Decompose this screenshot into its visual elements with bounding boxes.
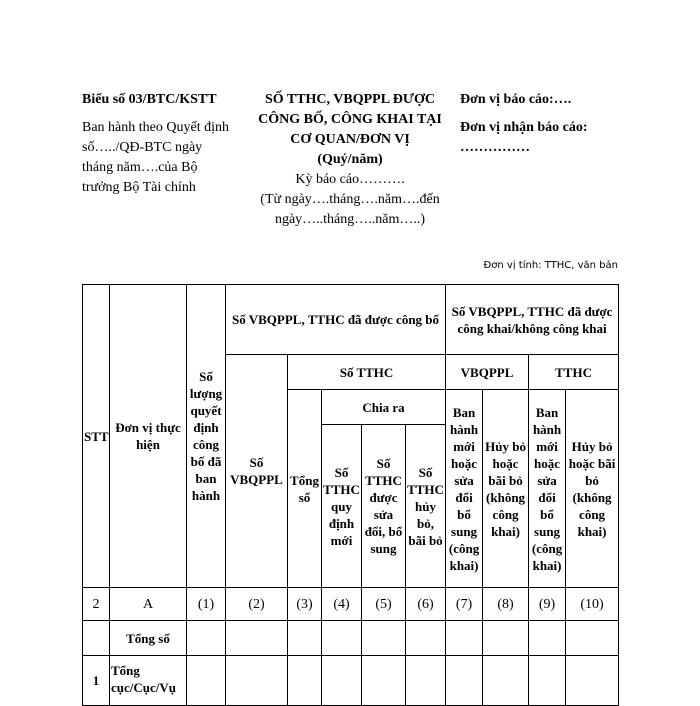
issuance-line: Ban hành theo Quyết định	[82, 120, 229, 135]
index-cell: (5)	[362, 588, 406, 621]
table-cell	[288, 656, 322, 706]
table-row	[83, 656, 619, 706]
table-cell	[83, 621, 110, 656]
header-ban-hanh-moi-tthc: Ban hành mới hoặc sửa đổi bổ sung (công khai)	[529, 390, 566, 588]
table-cell	[446, 621, 483, 656]
form-code: Biểu số 03/BTC/KSTT	[82, 92, 217, 107]
header-cong-bo-group: Số VBQPPL, TTHC đã được công bố	[226, 285, 446, 355]
report-title-line: (Quý/năm)	[317, 152, 383, 167]
row1-stt: 1	[83, 656, 110, 706]
header-tthc-sua-doi: Số TTHC được sửa đổi, bổ sung	[362, 425, 406, 588]
header-so-luong: Số lượng quyết định công bố đã ban hành	[187, 285, 226, 588]
issuance-line: số…../QĐ-BTC ngày	[82, 140, 203, 155]
report-title-line: CÔNG BỐ, CÔNG KHAI TẠI	[258, 112, 442, 127]
report-title-line: CƠ QUAN/ĐƠN VỊ	[290, 132, 410, 147]
header-center	[248, 90, 452, 230]
table-cell	[483, 621, 529, 656]
report-table	[82, 284, 619, 706]
issuance-line: trưởng Bộ Tài chính	[82, 180, 196, 195]
table-cell	[322, 621, 362, 656]
header-don-vi: Đơn vị thực hiện	[110, 285, 187, 588]
report-title-line: SỐ TTHC, VBQPPL ĐƯỢC	[264, 92, 436, 107]
table-cell	[446, 656, 483, 706]
table-cell	[187, 656, 226, 706]
index-cell: (10)	[566, 588, 619, 621]
receive-unit-dots: ……………	[460, 140, 530, 155]
header-right	[460, 90, 630, 158]
header-vbqppl: VBQPPL	[446, 355, 529, 390]
index-cell: (8)	[483, 588, 529, 621]
total-row-label: Tổng số	[110, 621, 187, 656]
report-period: Kỳ báo cáo……….	[295, 172, 405, 187]
receive-unit: Đơn vị nhận báo cáo:	[460, 120, 588, 135]
index-cell: (7)	[446, 588, 483, 621]
table-cell	[406, 621, 446, 656]
header-tthc-huy-bo: Số TTHC hủy bỏ, bãi bỏ	[406, 425, 446, 588]
row1-label: Tổng cục/Cục/Vụ	[110, 656, 187, 706]
total-row	[83, 621, 619, 656]
header-tthc: TTHC	[529, 355, 619, 390]
header-chia-ra: Chia ra	[322, 390, 446, 425]
header-stt: STT	[83, 285, 110, 588]
index-cell: (9)	[529, 588, 566, 621]
table-cell	[226, 656, 288, 706]
index-cell: (2)	[226, 588, 288, 621]
report-unit: Đơn vị báo cáo:….	[460, 92, 572, 107]
table-cell	[529, 621, 566, 656]
index-cell: (1)	[187, 588, 226, 621]
header-tong-so-tthc: Tổng số	[288, 390, 322, 588]
header-huy-bo-vbqppl: Hủy bỏ hoặc bãi bỏ (không công khai)	[483, 390, 529, 588]
report-date-line: ngày…..tháng…..năm…..)	[274, 212, 426, 227]
header-tthc-moi: Số TTHC quy định mới	[322, 425, 362, 588]
unit-note: Đơn vị tính: TTHC, văn bản	[483, 260, 618, 271]
table-cell	[226, 621, 288, 656]
report-date-line: (Từ ngày….tháng….năm….đến	[260, 192, 440, 207]
index-cell: (4)	[322, 588, 362, 621]
table-cell	[483, 656, 529, 706]
index-cell: 2	[83, 588, 110, 621]
header-cong-khai-group: Số VBQPPL, TTHC đã được công khai/không công khai	[446, 285, 619, 355]
index-cell: (3)	[288, 588, 322, 621]
header-ban-hanh-moi-vbqppl: Ban hành mới hoặc sửa đổi bổ sung (công khai)	[446, 390, 483, 588]
table-cell	[566, 656, 619, 706]
issuance-line: tháng năm….của Bộ	[82, 160, 198, 175]
index-cell: (6)	[406, 588, 446, 621]
header-so-tthc: Số TTHC	[288, 355, 446, 390]
table-cell	[362, 656, 406, 706]
table-cell	[529, 656, 566, 706]
header-left	[82, 90, 247, 198]
table-cell	[566, 621, 619, 656]
table-cell	[406, 656, 446, 706]
table-cell	[187, 621, 226, 656]
table-cell	[362, 621, 406, 656]
header-huy-bo-tthc: Hủy bỏ hoặc bãi bỏ (không công khai)	[566, 390, 619, 588]
index-row	[83, 588, 619, 621]
table-cell	[288, 621, 322, 656]
index-cell: A	[110, 588, 187, 621]
table-cell	[322, 656, 362, 706]
header-so-vbqppl: Số VBQPPL	[226, 355, 288, 588]
